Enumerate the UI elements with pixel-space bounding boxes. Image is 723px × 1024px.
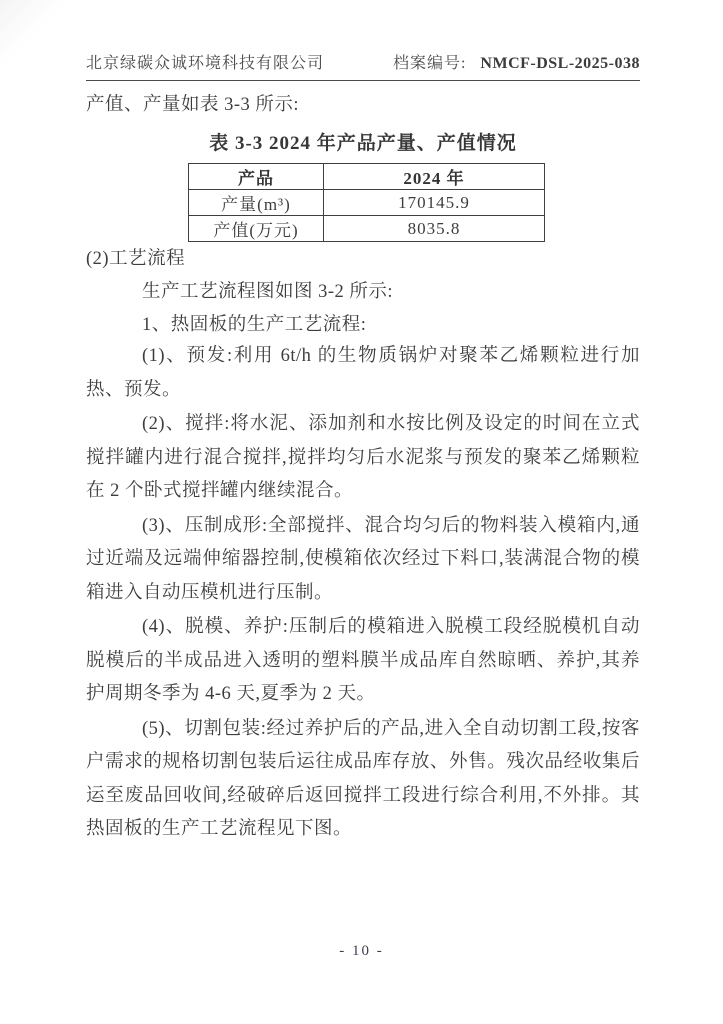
table-row xyxy=(189,216,545,242)
table-cell-value-value: 8035.8 xyxy=(324,216,545,242)
header-divider xyxy=(86,80,640,81)
flow-intro-line: 生产工艺流程图如图 3-2 所示: xyxy=(142,282,394,302)
process-step-2: (2)、搅拌:将水泥、添加剂和水按比例及设定的时间在立式搅拌罐内进行混合搅拌,搅拌均匀后水泥浆与预发的聚苯乙烯颗粒在 2 个卧式搅拌罐内继续混合。 xyxy=(86,414,640,501)
process-steps xyxy=(86,340,640,848)
process-step-5: (5)、切割包装:经过养护后的产品,进入全自动切割工段,按客户需求的规格切割包装后运往成品库存放、外售。残次品经收集后运至废品回收间,经破碎后返回搅拌工段进行综合利用,不外排。其热固板的生产工艺流程见下图。 xyxy=(86,718,640,839)
table-cell-output-value: 170145.9 xyxy=(324,190,545,216)
table-cell-value-label: 产值(万元) xyxy=(189,216,324,242)
production-table xyxy=(188,163,545,242)
archive-number-group xyxy=(393,50,640,73)
page-number: - 10 - xyxy=(339,943,384,959)
archive-number: NMCF-DSL-2025-038 xyxy=(480,55,640,72)
table-header-product: 产品 xyxy=(189,164,324,190)
process-step-4: (4)、脱模、养护:压制后的模箱进入脱模工段经脱模机自动脱模后的半成品进入透明的塑料膜半成品库自然晾晒、养护,其养护周期冬季为 4-6 天,夏季为 2 天。 xyxy=(86,617,640,704)
table-title: 表 3-3 2024 年产品产量、产值情况 xyxy=(209,133,517,154)
table-cell-output-label: 产量(m³) xyxy=(189,190,324,216)
company-name: 北京绿碳众诚环境科技有限公司 xyxy=(86,55,325,72)
process-step-1: (1)、预发:利用 6t/h 的生物质锅炉对聚苯乙烯颗粒进行加热、预发。 xyxy=(86,346,640,400)
table-header-row xyxy=(189,164,545,190)
intro-paragraph: 产值、产量如表 3-3 所示: xyxy=(86,95,300,115)
table-row xyxy=(189,190,545,216)
item-heading: 1、热固板的生产工艺流程: xyxy=(142,315,367,335)
archive-label: 档案编号: xyxy=(392,55,467,72)
process-step-3: (3)、压制成形:全部搅拌、混合均匀后的物料装入模箱内,通过近端及远端伸缩器控制,使模箱依次经过下料口,装满混合物的模箱进入自动压模机进行压制。 xyxy=(86,515,640,603)
page-header xyxy=(86,50,640,73)
table-header-year: 2024 年 xyxy=(324,164,545,190)
section-heading: (2)工艺流程 xyxy=(86,249,186,269)
